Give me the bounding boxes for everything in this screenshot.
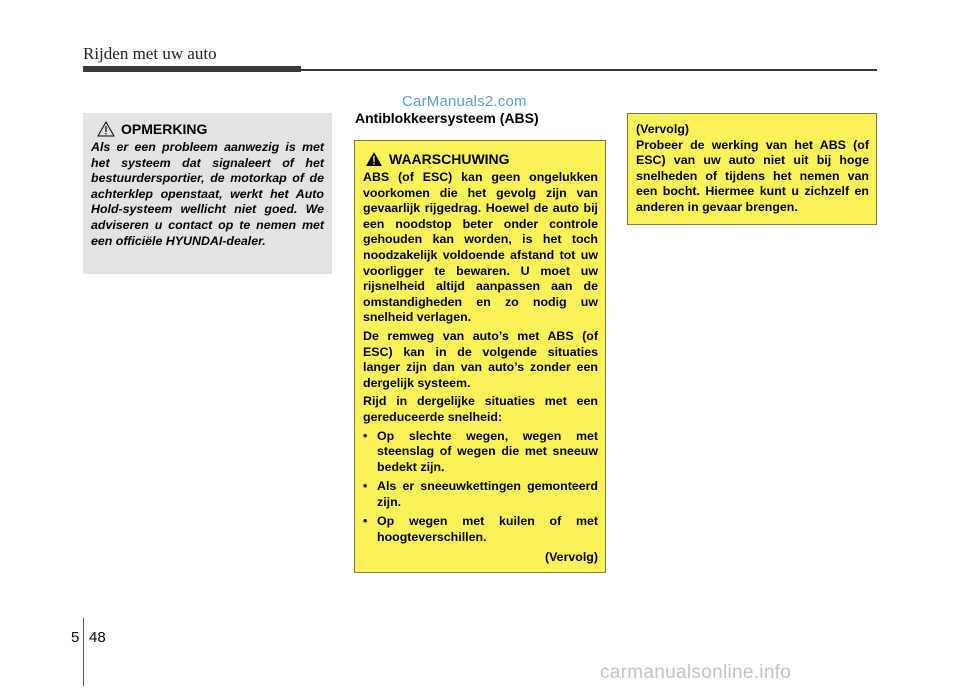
warning-title: WAARSCHUWING [389, 151, 510, 167]
warning-triangle-outline-icon [97, 121, 115, 137]
warning-bullet: • Op wegen met kuilen of met hoogteverschillen. [363, 514, 598, 545]
running-title: Rijden met uw auto [83, 44, 217, 63]
warning-paragraph: De remweg van auto’s met ABS (of ESC) kan in de volgende situaties langer zijn dan van auto’s zonder een dergelijk systeem. [363, 328, 598, 390]
watermark-bottom[interactable]: carmanualsonline.info [600, 662, 792, 683]
warning-paragraph: Rijd in dergelijke situaties met een gereduceerde snelheid: [363, 394, 598, 424]
warning-box [354, 140, 606, 573]
page-number-separator [83, 618, 84, 686]
note-title: OPMERKING [121, 121, 208, 137]
watermark-top[interactable]: CarManuals2.com [402, 93, 527, 110]
note-body: Als er een probleem aanwezig is met het systeem dat signaleert of het bestuurdersportier, de motorkap of de achterklep openstaat, werkt het Auto Hold-systeem wellicht niet goed. We adviseren u contact op te nemen met een officiële HYUNDAI-dealer. [91, 140, 324, 248]
warning-triangle-filled-icon [365, 151, 383, 167]
header-rule-thin [301, 69, 877, 71]
note-header [97, 121, 324, 137]
continuation-box [627, 113, 877, 225]
warning-bullet: • Als er sneeuwkettingen gemonteerd zijn. [363, 479, 598, 510]
warning-paragraph: ABS (of ESC) kan geen ongelukken voorkomen die het gevolg zijn van gevaarlijk rijgedrag. Hoewel de auto bij een noodstop beter onder controle gehouden kan worden, is het toch noodzakelijk voldoende afstand tot uw voorligger te bewaren. U moet uw rijsnelheid altijd aanpassen aan de omstandigheden en zo nodig uw snelheid verlagen. [363, 170, 598, 325]
page-number: 48 [89, 629, 106, 646]
continuation-label: (Vervolg) [636, 122, 690, 136]
header-rule-thick [83, 66, 301, 72]
continuation-body: Probeer de werking van het ABS (of ESC) van uw auto niet uit bij hoge snelheden of tijdens het nemen van een bocht. Hiermee kunt u zichzelf en anderen in gevaar brengen. [636, 137, 869, 214]
warning-bullet-list [363, 429, 598, 546]
warning-continued: (Vervolg) [544, 549, 598, 564]
warning-bullet: • Op slechte wegen, wegen met steenslag of wegen die met sneeuw bedekt zijn. [363, 429, 598, 476]
warning-header [365, 151, 598, 167]
section-number: 5 [71, 629, 80, 646]
section-heading: Antiblokkeersysteem (ABS) [355, 110, 539, 126]
warning-body [363, 170, 598, 565]
note-box [83, 113, 332, 274]
